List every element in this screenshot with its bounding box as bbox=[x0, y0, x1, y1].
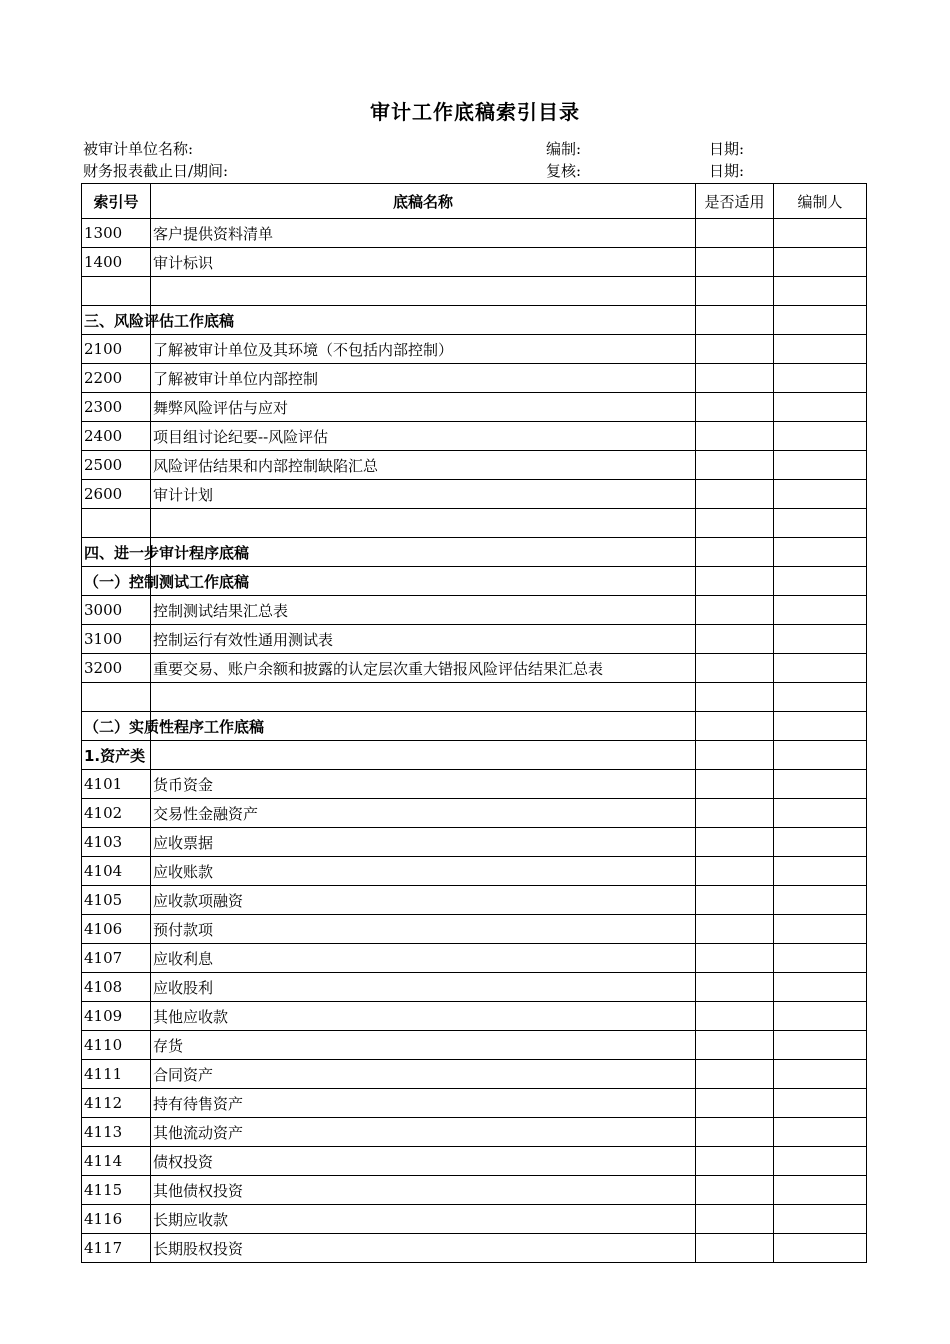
column-header-preparer: 编制人 bbox=[774, 184, 867, 219]
table-row bbox=[82, 625, 867, 654]
preparer-cell[interactable] bbox=[774, 364, 867, 393]
table-row bbox=[82, 364, 867, 393]
preparer-cell[interactable] bbox=[774, 596, 867, 625]
index-code-cell: 4101 bbox=[82, 770, 151, 799]
section-cell bbox=[82, 741, 151, 770]
table-row bbox=[82, 770, 867, 799]
table-row bbox=[82, 1205, 867, 1234]
applicable-cell[interactable] bbox=[696, 770, 774, 799]
workpaper-name-cell: 预付款项 bbox=[151, 915, 696, 944]
index-code-cell: 4111 bbox=[82, 1060, 151, 1089]
table-row bbox=[82, 654, 867, 683]
preparer-cell[interactable] bbox=[774, 828, 867, 857]
table-row bbox=[82, 451, 867, 480]
applicable-cell[interactable] bbox=[696, 219, 774, 248]
column-header-name: 底稿名称 bbox=[151, 184, 696, 219]
applicable-cell[interactable] bbox=[696, 248, 774, 277]
section-heading: 三、风险评估工作底稿 bbox=[84, 311, 235, 330]
index-code-cell: 1300 bbox=[82, 219, 151, 248]
index-code-cell: 4108 bbox=[82, 973, 151, 1002]
workpaper-name-cell: 了解被审计单位内部控制 bbox=[151, 364, 696, 393]
table-row bbox=[82, 219, 867, 248]
preparer-cell[interactable] bbox=[774, 712, 867, 741]
name-cell bbox=[151, 741, 696, 770]
workpaper-name-cell: 舞弊风险评估与应对 bbox=[151, 393, 696, 422]
applicable-cell[interactable] bbox=[696, 596, 774, 625]
section-heading: （二）实质性程序工作底稿 bbox=[84, 717, 265, 736]
workpaper-name-cell: 应收款项融资 bbox=[151, 886, 696, 915]
workpaper-name-cell: 审计计划 bbox=[151, 480, 696, 509]
table-body bbox=[82, 219, 867, 1263]
preparer-cell[interactable] bbox=[774, 306, 867, 335]
section-heading: 1.资产类 bbox=[84, 746, 146, 765]
index-code-cell: 4116 bbox=[82, 1205, 151, 1234]
section-row bbox=[82, 538, 867, 567]
table-row bbox=[82, 422, 867, 451]
preparer-cell[interactable] bbox=[774, 567, 867, 596]
applicable-cell[interactable] bbox=[696, 828, 774, 857]
index-code-cell bbox=[82, 509, 151, 538]
preparer-cell[interactable] bbox=[774, 335, 867, 364]
applicable-cell[interactable] bbox=[696, 683, 774, 712]
applicable-cell[interactable] bbox=[696, 1234, 774, 1263]
preparer-cell[interactable] bbox=[774, 886, 867, 915]
prepared-by-label: 编制: bbox=[546, 140, 582, 158]
applicable-cell[interactable] bbox=[696, 1118, 774, 1147]
index-code-cell: 3000 bbox=[82, 596, 151, 625]
applicable-cell[interactable] bbox=[696, 393, 774, 422]
workpaper-name-cell: 审计标识 bbox=[151, 248, 696, 277]
workpaper-name-cell: 了解被审计单位及其环境（不包括内部控制） bbox=[151, 335, 696, 364]
table-row bbox=[82, 944, 867, 973]
workpaper-name-cell: 长期应收款 bbox=[151, 1205, 696, 1234]
index-code-cell: 2400 bbox=[82, 422, 151, 451]
table-row bbox=[82, 1089, 867, 1118]
preparer-cell[interactable] bbox=[774, 1234, 867, 1263]
index-code-cell: 4102 bbox=[82, 799, 151, 828]
preparer-cell[interactable] bbox=[774, 1147, 867, 1176]
section-cell bbox=[82, 712, 265, 741]
table-row bbox=[82, 248, 867, 277]
index-code-cell: 4107 bbox=[82, 944, 151, 973]
applicable-cell[interactable] bbox=[696, 799, 774, 828]
table-row bbox=[82, 335, 867, 364]
table-row bbox=[82, 886, 867, 915]
index-code-cell: 2500 bbox=[82, 451, 151, 480]
applicable-cell[interactable] bbox=[696, 1176, 774, 1205]
workpaper-name-cell: 其他债权投资 bbox=[151, 1176, 696, 1205]
preparer-cell[interactable] bbox=[774, 480, 867, 509]
table-row bbox=[82, 857, 867, 886]
index-code-cell: 2600 bbox=[82, 480, 151, 509]
preparer-cell[interactable] bbox=[774, 1031, 867, 1060]
preparer-cell[interactable] bbox=[774, 1118, 867, 1147]
applicable-cell[interactable] bbox=[696, 306, 774, 335]
workpaper-name-cell bbox=[151, 509, 696, 538]
workpaper-name-cell: 其他流动资产 bbox=[151, 1118, 696, 1147]
index-code-cell: 3100 bbox=[82, 625, 151, 654]
workpaper-name-cell: 应收票据 bbox=[151, 828, 696, 857]
applicable-cell[interactable] bbox=[696, 741, 774, 770]
workpaper-name-cell: 债权投资 bbox=[151, 1147, 696, 1176]
workpaper-name-cell: 存货 bbox=[151, 1031, 696, 1060]
column-header-applicable: 是否适用 bbox=[696, 184, 774, 219]
preparer-cell[interactable] bbox=[774, 683, 867, 712]
index-code-cell bbox=[82, 683, 151, 712]
period-label: 财务报表截止日/期间: bbox=[83, 162, 229, 180]
applicable-cell[interactable] bbox=[696, 1205, 774, 1234]
preparer-cell[interactable] bbox=[774, 799, 867, 828]
section-cell bbox=[82, 306, 235, 335]
workpaper-name-cell: 应收利息 bbox=[151, 944, 696, 973]
applicable-cell[interactable] bbox=[696, 364, 774, 393]
section-row bbox=[82, 712, 867, 741]
table-row bbox=[82, 1147, 867, 1176]
table-row bbox=[82, 596, 867, 625]
workpaper-name-cell: 应收股利 bbox=[151, 973, 696, 1002]
preparer-cell[interactable] bbox=[774, 1176, 867, 1205]
workpaper-name-cell: 持有待售资产 bbox=[151, 1089, 696, 1118]
applicable-cell[interactable] bbox=[696, 1031, 774, 1060]
workpaper-name-cell: 控制运行有效性通用测试表 bbox=[151, 625, 696, 654]
applicable-cell[interactable] bbox=[696, 944, 774, 973]
preparer-cell[interactable] bbox=[774, 915, 867, 944]
applicable-cell[interactable] bbox=[696, 625, 774, 654]
preparer-cell[interactable] bbox=[774, 741, 867, 770]
table-row bbox=[82, 480, 867, 509]
section-heading: 四、进一步审计程序底稿 bbox=[84, 543, 250, 562]
preparer-cell[interactable] bbox=[774, 277, 867, 306]
index-code-cell: 3200 bbox=[82, 654, 151, 683]
workpaper-name-cell bbox=[151, 683, 696, 712]
preparer-cell[interactable] bbox=[774, 625, 867, 654]
workpaper-name-cell: 长期股权投资 bbox=[151, 1234, 696, 1263]
preparer-cell[interactable] bbox=[774, 1089, 867, 1118]
applicable-cell[interactable] bbox=[696, 509, 774, 538]
blank-row bbox=[82, 683, 867, 712]
index-code-cell: 4113 bbox=[82, 1118, 151, 1147]
preparer-cell[interactable] bbox=[774, 857, 867, 886]
workpaper-name-cell: 货币资金 bbox=[151, 770, 696, 799]
preparer-cell[interactable] bbox=[774, 509, 867, 538]
applicable-cell[interactable] bbox=[696, 857, 774, 886]
applicable-cell[interactable] bbox=[696, 712, 774, 741]
preparer-cell[interactable] bbox=[774, 1060, 867, 1089]
applicable-cell[interactable] bbox=[696, 886, 774, 915]
preparer-cell[interactable] bbox=[774, 451, 867, 480]
workpaper-name-cell: 交易性金融资产 bbox=[151, 799, 696, 828]
index-code-cell: 4103 bbox=[82, 828, 151, 857]
table-row bbox=[82, 973, 867, 1002]
preparer-cell[interactable] bbox=[774, 248, 867, 277]
index-code-cell: 4106 bbox=[82, 915, 151, 944]
applicable-cell[interactable] bbox=[696, 1002, 774, 1031]
workpaper-name-cell: 风险评估结果和内部控制缺陷汇总 bbox=[151, 451, 696, 480]
index-code-cell: 4112 bbox=[82, 1089, 151, 1118]
preparer-cell[interactable] bbox=[774, 770, 867, 799]
applicable-cell[interactable] bbox=[696, 277, 774, 306]
reviewed-date-label: 日期: bbox=[709, 162, 745, 180]
workpaper-name-cell: 其他应收款 bbox=[151, 1002, 696, 1031]
table-row bbox=[82, 393, 867, 422]
table-row bbox=[82, 828, 867, 857]
applicable-cell[interactable] bbox=[696, 567, 774, 596]
workpaper-name-cell: 应收账款 bbox=[151, 857, 696, 886]
index-code-cell: 4114 bbox=[82, 1147, 151, 1176]
table-row bbox=[82, 1176, 867, 1205]
table-row bbox=[82, 1060, 867, 1089]
table-row bbox=[82, 1031, 867, 1060]
workpaper-name-cell: 重要交易、账户余额和披露的认定层次重大错报风险评估结果汇总表 bbox=[151, 654, 696, 683]
section-row bbox=[82, 567, 867, 596]
index-code-cell: 4109 bbox=[82, 1002, 151, 1031]
table-header-row bbox=[82, 184, 867, 219]
preparer-cell[interactable] bbox=[774, 538, 867, 567]
table-row bbox=[82, 1234, 867, 1263]
index-code-cell bbox=[82, 277, 151, 306]
index-code-cell: 2100 bbox=[82, 335, 151, 364]
index-table bbox=[81, 183, 867, 1263]
workpaper-name-cell bbox=[151, 277, 696, 306]
section-cell bbox=[82, 538, 250, 567]
index-code-cell: 1400 bbox=[82, 248, 151, 277]
table-row bbox=[82, 1002, 867, 1031]
table-row bbox=[82, 915, 867, 944]
index-code-cell: 4115 bbox=[82, 1176, 151, 1205]
entity-name-label: 被审计单位名称: bbox=[83, 140, 194, 158]
preparer-cell[interactable] bbox=[774, 219, 867, 248]
applicable-cell[interactable] bbox=[696, 451, 774, 480]
reviewed-by-label: 复核: bbox=[546, 162, 582, 180]
index-code-cell: 2200 bbox=[82, 364, 151, 393]
preparer-cell[interactable] bbox=[774, 1002, 867, 1031]
applicable-cell[interactable] bbox=[696, 538, 774, 567]
applicable-cell[interactable] bbox=[696, 1089, 774, 1118]
section-heading: （一）控制测试工作底稿 bbox=[84, 572, 250, 591]
applicable-cell[interactable] bbox=[696, 480, 774, 509]
blank-row bbox=[82, 277, 867, 306]
table-row bbox=[82, 1118, 867, 1147]
applicable-cell[interactable] bbox=[696, 915, 774, 944]
preparer-cell[interactable] bbox=[774, 944, 867, 973]
section-row bbox=[82, 741, 867, 770]
applicable-cell[interactable] bbox=[696, 1147, 774, 1176]
preparer-cell[interactable] bbox=[774, 422, 867, 451]
prepared-date-label: 日期: bbox=[709, 140, 745, 158]
section-cell bbox=[82, 567, 250, 596]
applicable-cell[interactable] bbox=[696, 1060, 774, 1089]
applicable-cell[interactable] bbox=[696, 422, 774, 451]
blank-row bbox=[82, 509, 867, 538]
preparer-cell[interactable] bbox=[774, 393, 867, 422]
index-code-cell: 4104 bbox=[82, 857, 151, 886]
index-code-cell: 4110 bbox=[82, 1031, 151, 1060]
index-code-cell: 4105 bbox=[82, 886, 151, 915]
workpaper-name-cell: 合同资产 bbox=[151, 1060, 696, 1089]
section-row bbox=[82, 306, 867, 335]
workpaper-name-cell: 控制测试结果汇总表 bbox=[151, 596, 696, 625]
workpaper-name-cell: 客户提供资料清单 bbox=[151, 219, 696, 248]
applicable-cell[interactable] bbox=[696, 654, 774, 683]
applicable-cell[interactable] bbox=[696, 973, 774, 1002]
preparer-cell[interactable] bbox=[774, 654, 867, 683]
page-title: 审计工作底稿索引目录 bbox=[370, 100, 580, 124]
index-code-cell: 2300 bbox=[82, 393, 151, 422]
table-row bbox=[82, 799, 867, 828]
index-code-cell: 4117 bbox=[82, 1234, 151, 1263]
workpaper-name-cell: 项目组讨论纪要--风险评估 bbox=[151, 422, 696, 451]
applicable-cell[interactable] bbox=[696, 335, 774, 364]
column-header-index: 索引号 bbox=[82, 184, 151, 219]
preparer-cell[interactable] bbox=[774, 1205, 867, 1234]
preparer-cell[interactable] bbox=[774, 973, 867, 1002]
